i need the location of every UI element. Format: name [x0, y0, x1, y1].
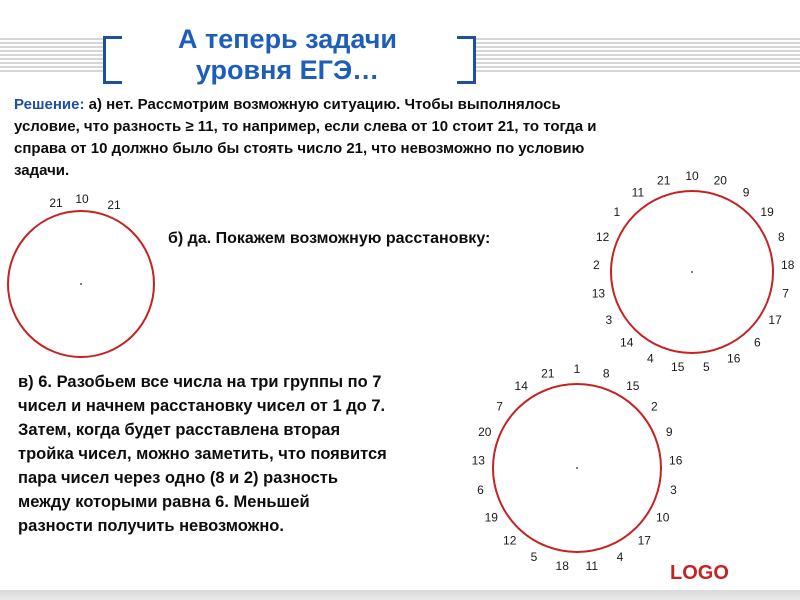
circle-a	[8, 192, 154, 357]
circle-b-label: 11	[631, 185, 645, 200]
part-v-line-1: в) 6. Разобьем все числа на три группы по 7	[18, 373, 382, 391]
circle-c-label: 10	[656, 510, 670, 525]
part-v-line-4: тройка чисел, можно заметить, что появится	[18, 445, 387, 463]
circle-c-label: 9	[665, 424, 673, 439]
circle-c-label: 20	[478, 424, 492, 439]
circle-b-label: 1	[613, 205, 621, 220]
circle-b-center	[691, 271, 693, 273]
circle-a-label: 21	[49, 196, 63, 210]
circle-c-label: 11	[585, 558, 599, 573]
part-v-line-2: чисел и начнем расстановку чисел от 1 до 7.	[18, 397, 386, 415]
part-v-line-6: между которыми равна 6. Меньшей	[18, 493, 310, 511]
title-line-2: уровня ЕГЭ…	[195, 55, 380, 85]
circle-c-label: 15	[626, 379, 640, 394]
logo: LOGO	[670, 562, 729, 584]
circle-c-label: 3	[670, 483, 677, 497]
circle-c-label: 14	[514, 379, 528, 394]
part-b-text: б) да. Покажем возможную расстановку:	[168, 230, 491, 247]
circle-b-label: 14	[620, 335, 634, 350]
circle-b-label: 4	[646, 351, 654, 366]
circle-b-label: 5	[702, 359, 710, 374]
circle-b-label: 18	[781, 257, 795, 272]
circle-a-label: 21	[107, 198, 121, 212]
circle-c-label: 7	[496, 399, 503, 414]
solution-line-1-text: а) нет. Рассмотрим возможную ситуацию. Чтобы выполнялось	[84, 96, 561, 113]
circle-c-label: 6	[477, 483, 484, 497]
circle-b-label: 9	[742, 185, 750, 200]
circle-c-label: 4	[616, 550, 624, 565]
circle-c-label: 2	[651, 399, 658, 414]
circle-b-label: 16	[727, 351, 741, 366]
circle-b-label: 3	[605, 313, 613, 327]
solution-line-3: справа от 10 должно было бы стоять число 21, что невозможно по условию	[14, 140, 585, 157]
circle-c-label: 8	[602, 366, 610, 381]
title-line-1: А теперь задачи	[178, 24, 397, 54]
circle-c-label: 19	[484, 510, 498, 525]
circle-b-label: 17	[768, 313, 782, 327]
circle-b-label: 19	[760, 205, 774, 220]
circle-b-label: 12	[595, 229, 610, 244]
circle-c-label: 12	[503, 533, 517, 548]
circle-b-label: 20	[713, 173, 727, 188]
circle-b-label: 2	[592, 257, 600, 272]
part-v-line-5: пара чисел через одно (8 и 2) разность	[18, 469, 339, 487]
circle-b-label: 21	[657, 173, 671, 188]
circle-c-label: 1	[573, 362, 581, 376]
circle-c-label: 16	[669, 453, 683, 468]
circle-b-label: 6	[753, 335, 761, 350]
circle-c-label: 21	[541, 366, 555, 381]
circle-b-label: 13	[591, 286, 606, 301]
circle-a-label: 10	[75, 192, 89, 206]
solution-line-2: условие, что разность ≥ 11, то например, если слева от 10 стоит 21, то тогда и	[14, 118, 597, 135]
circle-c-center	[576, 467, 578, 469]
circle-b-label: 7	[782, 286, 789, 301]
solution-line-4: задачи.	[14, 162, 70, 179]
circle-c-label: 13	[471, 453, 485, 468]
circle-b-label: 8	[778, 229, 785, 244]
circle-b	[592, 169, 795, 374]
bottom-bar	[0, 590, 800, 600]
circle-a-center	[80, 283, 82, 285]
circle-c-label: 17	[637, 533, 651, 548]
circle-c-label: 5	[530, 550, 538, 565]
circle-c	[471, 359, 685, 573]
part-v-line-7: разности получить невозможно.	[18, 517, 284, 535]
circle-c-label: 18	[555, 558, 569, 573]
part-v-line-3: Затем, когда будет расставлена вторая	[18, 421, 341, 439]
solution-label: Решение:	[14, 96, 85, 113]
circle-b-label: 10	[685, 169, 699, 183]
circle-b-label: 15	[671, 359, 685, 374]
